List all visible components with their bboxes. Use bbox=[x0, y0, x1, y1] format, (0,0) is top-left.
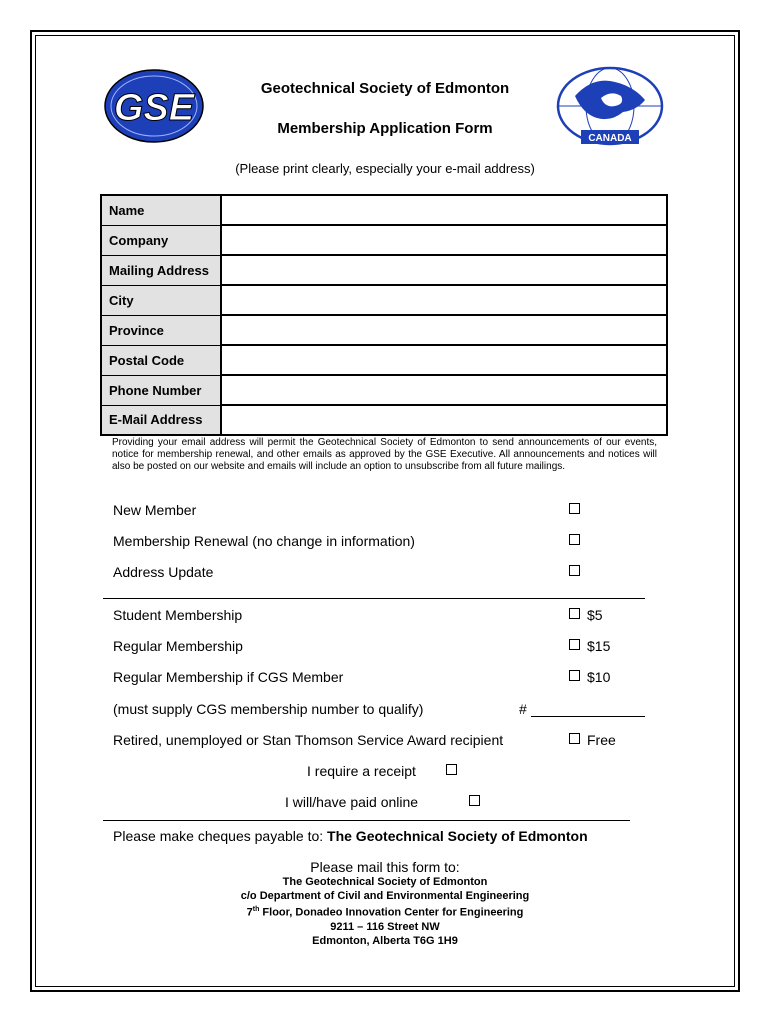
paid-online-checkbox[interactable] bbox=[469, 795, 480, 806]
section-divider bbox=[103, 820, 630, 821]
mail-floor-number: 7 bbox=[246, 906, 253, 919]
table-row bbox=[101, 315, 667, 345]
company-field[interactable] bbox=[221, 225, 667, 255]
cgs-number-field[interactable] bbox=[531, 716, 645, 717]
receipt-label: I require a receipt bbox=[307, 763, 416, 779]
mail-floor-text: Floor, Donadeo Innovation Center for Engineering bbox=[259, 906, 524, 919]
paid-online-label: I will/have paid online bbox=[285, 794, 419, 810]
field-label-mailing-address: Mailing Address bbox=[101, 255, 221, 285]
field-label-province: Province bbox=[101, 315, 221, 345]
name-field[interactable] bbox=[221, 195, 667, 225]
form-title: Membership Application Form bbox=[277, 120, 493, 137]
table-row bbox=[101, 285, 667, 315]
new-member-checkbox[interactable] bbox=[569, 503, 580, 514]
field-label-company: Company bbox=[101, 225, 221, 255]
mail-line-5: Edmonton, Alberta T6G 1H9 bbox=[312, 934, 458, 947]
mail-line-3 bbox=[0, 903, 770, 920]
mail-line-1: The Geotechnical Society of Edmonton bbox=[282, 876, 488, 888]
renewal-checkbox[interactable] bbox=[569, 534, 580, 545]
table-row bbox=[101, 195, 667, 225]
cgs-number-hash: # bbox=[519, 701, 527, 717]
cgs-membership-label: Regular Membership if CGS Member bbox=[113, 669, 344, 685]
cheques-note bbox=[113, 828, 588, 844]
postal-code-field[interactable] bbox=[221, 345, 667, 375]
field-label-phone-number: Phone Number bbox=[101, 375, 221, 405]
table-row bbox=[101, 225, 667, 255]
retired-price: Free bbox=[587, 732, 616, 748]
regular-price: $15 bbox=[587, 638, 611, 654]
cgs-number-note: (must supply CGS membership number to qualify) bbox=[113, 701, 424, 717]
cgs-logo-text: CANADA bbox=[588, 133, 632, 144]
phone-number-field[interactable] bbox=[221, 375, 667, 405]
gse-logo-text: GSE bbox=[113, 87, 195, 129]
receipt-checkbox[interactable] bbox=[446, 764, 457, 775]
page-title: Geotechnical Society of Edmonton bbox=[260, 80, 510, 97]
address-update-label: Address Update bbox=[113, 564, 214, 580]
email-notice: Providing your email address will permit the Geotechnical Society of Edmonton to send announcements of our events, notice for membership renewal, and other emails as approved by the GSE Executive. All announcements and notices will also be posted on our website and emails will include an option to unsubscribe from all future mailings. bbox=[112, 437, 657, 472]
table-row bbox=[101, 405, 667, 435]
new-member-label: New Member bbox=[113, 502, 197, 518]
table-row bbox=[101, 255, 667, 285]
student-membership-checkbox[interactable] bbox=[569, 608, 580, 619]
field-label-city: City bbox=[101, 285, 221, 315]
table-row bbox=[101, 375, 667, 405]
cgs-price: $10 bbox=[587, 669, 611, 685]
mailing-address-field[interactable] bbox=[221, 255, 667, 285]
field-label-postal-code: Postal Code bbox=[101, 345, 221, 375]
retired-label: Retired, unemployed or Stan Thomson Service Award recipient bbox=[113, 732, 504, 748]
cgs-membership-checkbox[interactable] bbox=[569, 670, 580, 681]
cgs-canada-logo bbox=[553, 66, 667, 152]
student-price: $5 bbox=[587, 607, 603, 623]
city-field[interactable] bbox=[221, 285, 667, 315]
renewal-label: Membership Renewal (no change in information) bbox=[113, 533, 415, 549]
email-field[interactable] bbox=[221, 405, 667, 435]
mail-line-2: c/o Department of Civil and Environmental Engineering bbox=[240, 890, 530, 902]
print-instruction: (Please print clearly, especially your e-mail address) bbox=[235, 161, 535, 176]
mail-heading: Please mail this form to: bbox=[310, 859, 460, 875]
regular-membership-label: Regular Membership bbox=[113, 638, 243, 654]
address-update-checkbox[interactable] bbox=[569, 565, 580, 576]
cheques-payee: The Geotechnical Society of Edmonton bbox=[327, 828, 588, 844]
contact-fields-table bbox=[100, 194, 668, 436]
retired-checkbox[interactable] bbox=[569, 733, 580, 744]
field-label-email-address: E-Mail Address bbox=[101, 405, 221, 435]
field-label-name: Name bbox=[101, 195, 221, 225]
table-row bbox=[101, 345, 667, 375]
province-field[interactable] bbox=[221, 315, 667, 345]
regular-membership-checkbox[interactable] bbox=[569, 639, 580, 650]
mailing-address-block bbox=[0, 859, 770, 948]
mail-line-4: 9211 – 116 Street NW bbox=[330, 920, 440, 933]
section-divider bbox=[103, 598, 645, 599]
student-membership-label: Student Membership bbox=[113, 607, 243, 623]
mail-floor-suffix: th bbox=[252, 906, 260, 913]
cheques-prefix: Please make cheques payable to: bbox=[113, 828, 328, 844]
